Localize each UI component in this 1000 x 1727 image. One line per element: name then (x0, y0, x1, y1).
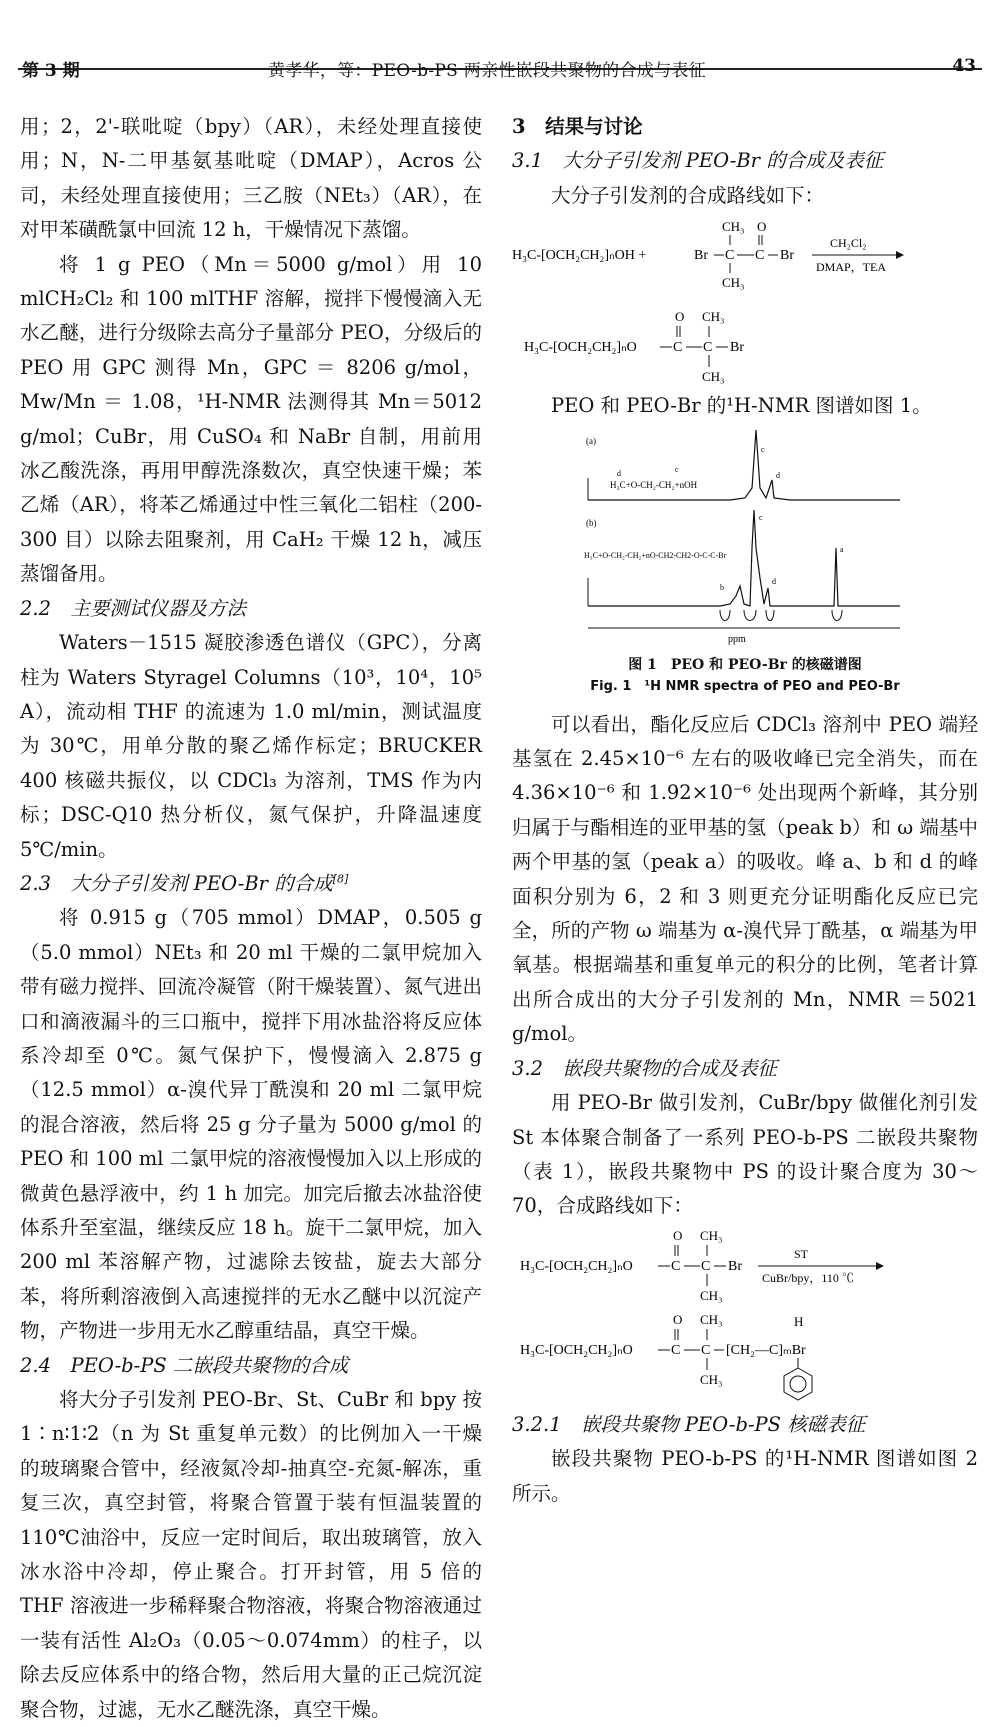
section-2-2-heading: 2.2 主要测试仪器及方法 (20, 596, 247, 620)
panel-a-peak-label-d: d (617, 468, 621, 478)
scheme2-ch3-top: CH₃ (700, 1227, 723, 1243)
scheme1-product-chain: H₃C-[OCH₂CH₂]ₙO (524, 340, 637, 356)
scheme2-product-carbonyl-c: C (671, 1342, 681, 1358)
scheme2-product-h: H (794, 1313, 804, 1329)
scheme1-carbon-2: C (755, 248, 765, 264)
issue-number: 第 3 期 (22, 61, 80, 81)
scheme2-carbonyl-c: C (671, 1258, 681, 1274)
scheme1-br-right: Br (780, 248, 794, 264)
scheme1-ch3-bottom: CH₃ (722, 275, 745, 291)
scheme1-carbon: C (725, 248, 735, 264)
scheme1-product-o: O (675, 309, 685, 325)
figure-1-caption-en: Fig. 1 ¹H NMR spectra of PEO and PEO-Br (590, 678, 900, 694)
peak-a-label: a (840, 544, 844, 554)
page-number: 43 (952, 56, 976, 76)
reaction-scheme-2 (512, 1226, 978, 1406)
paragraph-nmr-analysis: 可以看出，酯化反应后 CDCl₃ 溶剂中 PEO 端羟基氢在 2.45×10⁻⁶ 左右的吸收峰已完全消失，而在 4.36×10⁻⁶ 和 1.92×10⁻⁶ 处出现两个新峰，其分别归属于与酯相连的亚甲基的氢（peak b）和 ω 端基中两个甲基的氢（peak a）的吸收。峰 a、b 和 d 的峰面积分别为 6，2 和 3 则更充分证明酯化反应已完全，所的产物 ω 端基为 α-溴代异丁酰基，α 端基为甲氧基。根据端基和重复单元的积分的比例，笔者计算出所合成出的大分子引发剂的 Mn，NMR ＝5021 g/mol。 (512, 712, 978, 1046)
scheme2-condition-monomer: ST (794, 1246, 809, 1261)
scheme1-reactant-peo: H₃C-[OCH₂CH₂]ₙOH + (512, 248, 647, 264)
panel-a-structure: H₃C+O-CH₂-CH₂+nOH (610, 479, 698, 490)
peak-c-label: c (759, 512, 763, 522)
paragraph-fig2-intro: 嵌段共聚物 PEO-b-PS 的¹H-NMR 图谱如图 2 所示。 (512, 1447, 978, 1505)
section-3-1-heading: 3.1 大分子引发剂 PEO-Br 的合成及表征 (512, 149, 884, 173)
section-2-4-heading: 2.4 PEO-b-PS 二嵌段共聚物的合成 (20, 1353, 349, 1377)
section-2-3-title: 2.3 大分子引发剂 PEO-Br 的合成 (20, 871, 333, 895)
section-3-2-1-heading: 3.2.1 嵌段共聚物 PEO-b-PS 核磁表征 (512, 1412, 866, 1436)
scheme2-condition-catalyst: CuBr/bpy，110 ℃ (762, 1270, 854, 1285)
scheme2-reactant-chain: H₃C-[OCH₂CH₂]ₙO (520, 1258, 633, 1274)
scheme1-o-top: O (757, 219, 767, 235)
paragraph-instruments: Waters－1515 凝胶渗透色谱仪（GPC），分离柱为 Waters Styragel Columns（10³，10⁴，10⁵ A），流动相 THF 的流速为 1.0 ml/min，测试温度为 30℃，用单分散的聚乙烯作标定；BRUCKER 400 核磁共振仪，以 CDCl₃ 为溶剂，TMS 作为内标；DSC-Q10 热分析仪，氮气保护，升降温速度 5℃/min。 (20, 631, 482, 861)
section-3-heading: 3 结果与讨论 (512, 115, 643, 138)
scheme2-product-ch3-top: CH₃ (700, 1311, 723, 1327)
scheme1-br-left: Br (694, 248, 708, 264)
running-title: 黄孝华，等：PEO-b-PS 两亲性嵌段共聚物的合成与表征 (268, 61, 706, 81)
peak-d-label: d (772, 576, 776, 586)
scheme1-product-br: Br (730, 340, 744, 356)
paragraph-fig1-intro: PEO 和 PEO-Br 的¹H-NMR 图谱如图 1。 (551, 394, 932, 418)
paragraph-reagents-cont: 用；2，2'-联吡啶（bpy）（AR），未经处理直接使用；N，N-二甲基氨基吡啶（DMAP），Acros 公司，未经处理直接使用；三乙胺（NEt₃）（AR），在对甲苯磺酰氯中回流 12 h，干燥情况下蒸馏。 (20, 115, 482, 242)
scheme1-product-ch3-top: CH₃ (702, 309, 725, 325)
paragraph-peo-br-synthesis: 将 0.915 g（705 mmol）DMAP，0.505 g（5.0 mmol）NEt₃ 和 20 ml 干燥的二氯甲烷加入带有磁力搅拌、回流冷凝管（附干燥装置）、氮气进出口和滴液漏斗的三口瓶中，搅拌下用冰盐浴将反应体系冷却至 0℃。氮气保护下，慢慢滴入 2.875 g（12.5 mmol）α-溴代异丁酰溴和 20 ml 二氯甲烷的混合溶液，然后将 25 g 分子量为 5000 g/mol 的 PEO 和 100 ml 二氯甲烷的溶液慢慢加入以上形成的微黄色悬浮液中，约 1 h 加完。加完后撤去冰盐浴使体系升至室温，继续反应 18 h。旋干二氯甲烷，加入 200 ml 苯溶解产物，过滤除去铵盐，旋去大部分苯，将所剩溶液倒入高速搅拌的无水乙醚中以沉淀产物，产物进一步用无水乙醇重结晶，真空干燥。 (20, 906, 482, 1343)
scheme1-condition-catalyst: DMAP，TEA (816, 260, 887, 275)
scheme2-product-ch3-bottom: CH₃ (700, 1371, 723, 1387)
panel-a-peak-label-d-right: d (776, 470, 780, 480)
x-axis-label: ppm (728, 633, 746, 645)
panel-b-label: (b) (586, 517, 597, 528)
arrow-head (896, 251, 904, 259)
paragraph-copolymer-synthesis: 将大分子引发剂 PEO-Br、St、CuBr 和 bpy 按 1∶n∶1∶2（n 为 St 重复单元数）的比例加入一干燥的玻璃聚合管中，经液氮冷却-抽真空-充氮-解冻，重复三次，真空封管，将聚合管置于装有恒温装置的 110℃油浴中，反应一定时间后，取出玻璃管，放入冰水浴中冷却，停止聚合。打开封管，用 5 倍的 THF 溶液进一步稀释聚合物溶液，将聚合物溶液通过一装有活性 Al₂O₃（0.05～0.074mm）的柱子，以除去反应体系中的络合物，然后用大量的正己烷沉淀聚合物，过滤，无水乙醚洗涤，真空干燥。 (20, 1388, 482, 1721)
benzene-aromatic-circle (790, 1376, 806, 1392)
scheme2-product-chain: H₃C-[OCH₂CH₂]ₙO (520, 1342, 633, 1358)
scheme1-product-carbonyl-c: C (673, 340, 683, 356)
figure-1-caption-cn: 图 1 PEO 和 PEO-Br 的核磁谱图 (628, 656, 862, 673)
scheme1-product-quaternary-c: C (703, 340, 713, 356)
paragraph-peo-fractionation: 将 1 g PEO（Mn＝5000 g/mol）用 10 mlCH₂Cl₂ 和 100 mlTHF 溶解，搅拌下慢慢滴入无水乙醚，进行分级除去高分子量部分 PEO，分级后的 PEO 用 GPC 测得 Mn，GPC ＝ 8206 g/mol，Mw/Mn ＝ 1.08，¹H-NMR 法测得其 Mn＝5012 g/mol；CuBr，用 CuSO₄ 和 NaBr 自制，用前用冰乙酸洗涤，再用甲醇洗涤数次，真空快速干燥；苯乙烯（AR），将苯乙烯通过中性三氧化二铝柱（200-300 目）以除去阻聚剂，用 CaH₂ 干燥 12 h，减压蒸馏备用。 (20, 252, 482, 586)
scheme2-ch3-bottom: CH₃ (700, 1287, 723, 1303)
running-header (18, 10, 982, 81)
paragraph-route-1: 大分子引发剂的合成路线如下： (551, 183, 825, 207)
section-2-3-heading (20, 867, 482, 901)
benzene-ring (784, 1368, 812, 1400)
panel-a-label: (a) (586, 435, 596, 446)
section-3-2-heading: 3.2 嵌段共聚物的合成及表征 (512, 1056, 778, 1080)
panel-a-peak-label-c: c (761, 444, 765, 454)
reference-8[interactable]: [8] (332, 872, 349, 886)
scheme2-br: Br (728, 1258, 742, 1274)
scheme2-o: O (673, 1227, 683, 1243)
left-column (20, 110, 482, 1727)
scheme1-ch3-top: CH₃ (722, 219, 745, 235)
panel-a-peak-label-c-struct: c (675, 464, 679, 474)
arrow-head (876, 1262, 884, 1270)
scheme2-product-quaternary-c: C (701, 1342, 711, 1358)
paragraph-copolymer-route: 用 PEO-Br 做引发剂，CuBr/bpy 做催化剂引发 St 本体聚合制备了一系列 PEO-b-PS 二嵌段共聚物（表 1），嵌段共聚物中 PS 的设计聚合度为 30～70，合成路线如下： (512, 1091, 978, 1218)
peak-b-label: b (720, 582, 724, 592)
scheme2-quaternary-c: C (701, 1258, 711, 1274)
scheme1-product-ch3-bottom: CH₃ (702, 369, 725, 385)
integration-curves (720, 610, 842, 621)
panel-b-structure: H₃C+O-CH₂-CH₂+nO-CH2-CH2-O-C-C-Br (584, 550, 727, 560)
scheme2-product-repeat-unit: [CH₂—C]ₘBr (726, 1342, 806, 1358)
reaction-scheme-1 (512, 215, 978, 387)
scheme2-product-o: O (673, 1311, 683, 1327)
figure-1-nmr-spectra (580, 428, 910, 650)
right-column (512, 110, 978, 1511)
scheme1-condition-solvent: CH₂Cl₂ (830, 236, 867, 251)
